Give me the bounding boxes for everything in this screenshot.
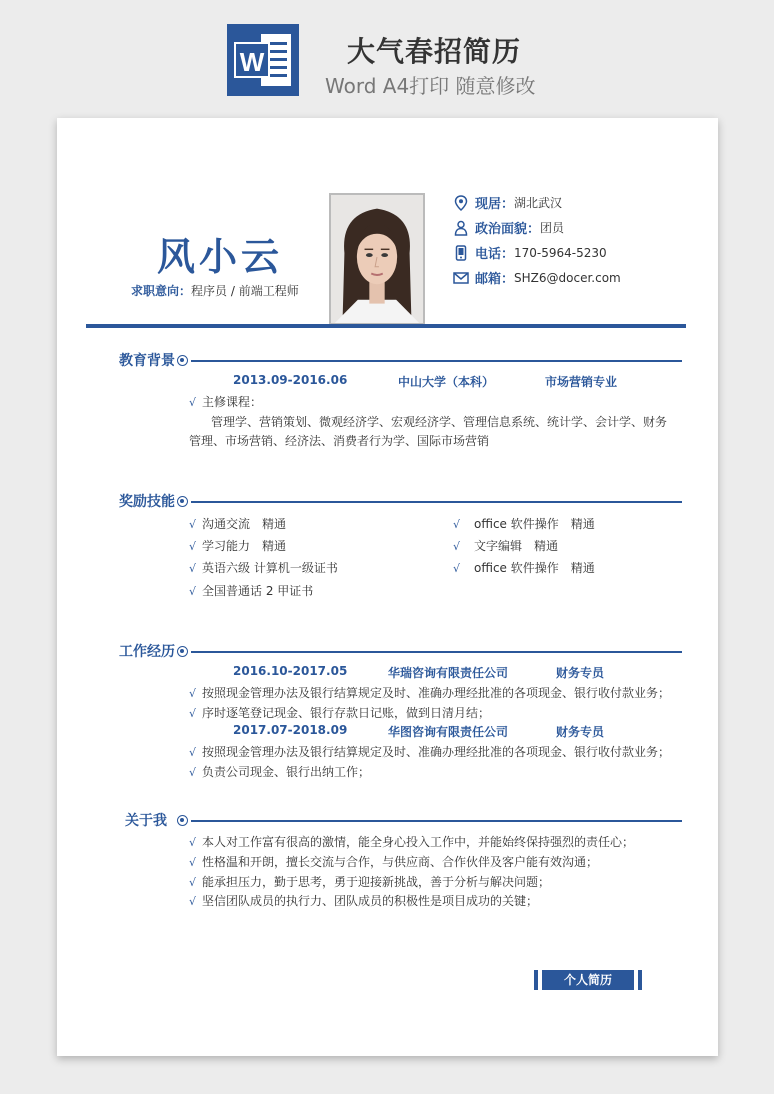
phone-icon — [452, 244, 470, 262]
job-company: 华图咨询有限责任公司 — [388, 725, 509, 739]
contact-political: 政治面貌： 团员 — [452, 215, 621, 240]
section-line — [191, 501, 682, 503]
about-item: √ 性格温和开朗，擅长交流与合作，与供应商、合作伙伴及客户能有效沟通； — [189, 855, 599, 869]
job-intent — [131, 282, 299, 299]
edu-course-label: √ 主修课程： — [189, 395, 263, 409]
profile-photo — [329, 193, 425, 325]
job-duty: √ 序时逐笔登记现金、银行存款日记账，做到日清月结； — [189, 706, 491, 720]
location-icon — [452, 194, 470, 212]
contact-phone: 电话： 170-5964-5230 — [452, 240, 621, 265]
resume-tag: 个人简历 — [542, 970, 634, 990]
section-title: 工作经历 — [119, 644, 175, 660]
section-bullet-icon — [177, 815, 188, 826]
edu-school: 中山大学（本科） — [398, 375, 495, 389]
job-duty: √ 按照现金管理办法及银行结算规定及时、准确办理经批准的各项现金、银行收付款业务； — [189, 686, 671, 700]
skill-item: √ 学习能力 精通 — [189, 539, 287, 553]
edu-courses-line1: 管理学、营销策划、微观经济学、宏观经济学、管理信息系统、统计学、会计学、财务 — [211, 415, 668, 429]
job-intent-value: 程序员 / 前端工程师 — [191, 284, 299, 298]
job-duty: √ 按照现金管理办法及银行结算规定及时、准确办理经批准的各项现金、银行收付款业务； — [189, 745, 671, 759]
edu-major: 市场营销专业 — [545, 375, 618, 389]
skill-item: √ 英语六级 计算机一级证书 — [189, 561, 338, 575]
about-item: √ 本人对工作富有很高的激情，能全身心投入工作中，并能始终保持强烈的责任心； — [189, 835, 635, 849]
banner-subtitle: Word A4打印 随意修改 — [325, 74, 536, 98]
word-logo-letter: W — [234, 42, 270, 78]
section-bullet-icon — [177, 646, 188, 657]
contact-location: 现居： 湖北武汉 — [452, 190, 621, 215]
section-work — [119, 641, 682, 661]
skill-item: √ office 软件操作 精通 — [453, 561, 595, 575]
job-intent-label: 求职意向： — [131, 284, 192, 298]
job-company: 华瑞咨询有限责任公司 — [388, 666, 509, 680]
skill-item: √ 全国普通话 2 甲证书 — [189, 584, 314, 598]
skill-item: √ 文字编辑 精通 — [453, 539, 559, 553]
mail-icon — [452, 269, 470, 287]
contact-email: 邮箱： SHZ6@docer.com — [452, 265, 621, 290]
banner — [0, 0, 774, 118]
edu-period: 2013.09-2016.06 — [233, 373, 348, 387]
skill-item: √ office 软件操作 精通 — [453, 517, 595, 531]
word-logo-icon — [227, 24, 299, 96]
section-title: 关于我 — [125, 813, 167, 829]
banner-title: 大气春招简历 — [347, 35, 522, 68]
section-line — [191, 651, 682, 653]
about-item: √ 坚信团队成员的执行力、团队成员的积极性是项目成功的关键； — [189, 894, 539, 908]
person-icon — [452, 219, 470, 237]
resume-page — [57, 118, 718, 1056]
job-period: 2017.07-2018.09 — [233, 723, 348, 737]
job-role: 财务专员 — [556, 666, 605, 680]
section-about — [119, 810, 682, 830]
about-item: √ 能承担压力，勤于思考，勇于迎接新挑战，善于分析与解决问题； — [189, 875, 551, 889]
header-divider — [86, 324, 686, 328]
skill-item: √ 沟通交流 精通 — [189, 517, 287, 531]
candidate-name: 风小云 — [157, 235, 284, 279]
section-line — [191, 820, 682, 822]
contact-info — [452, 190, 621, 290]
section-skills — [119, 491, 682, 511]
job-role: 财务专员 — [556, 725, 605, 739]
check-icon: √ — [189, 396, 197, 409]
job-duty: √ 负责公司现金、银行出纳工作； — [189, 765, 371, 779]
edu-courses-line2: 管理、市场营销、经济法、消费者行为学、国际市场营销 — [189, 434, 490, 448]
section-title: 奖励技能 — [119, 494, 175, 510]
section-title: 教育背景 — [119, 353, 175, 369]
job-period: 2016.10-2017.05 — [233, 664, 348, 678]
section-bullet-icon — [177, 355, 188, 366]
section-line — [191, 360, 682, 362]
section-education — [119, 350, 682, 370]
section-bullet-icon — [177, 496, 188, 507]
